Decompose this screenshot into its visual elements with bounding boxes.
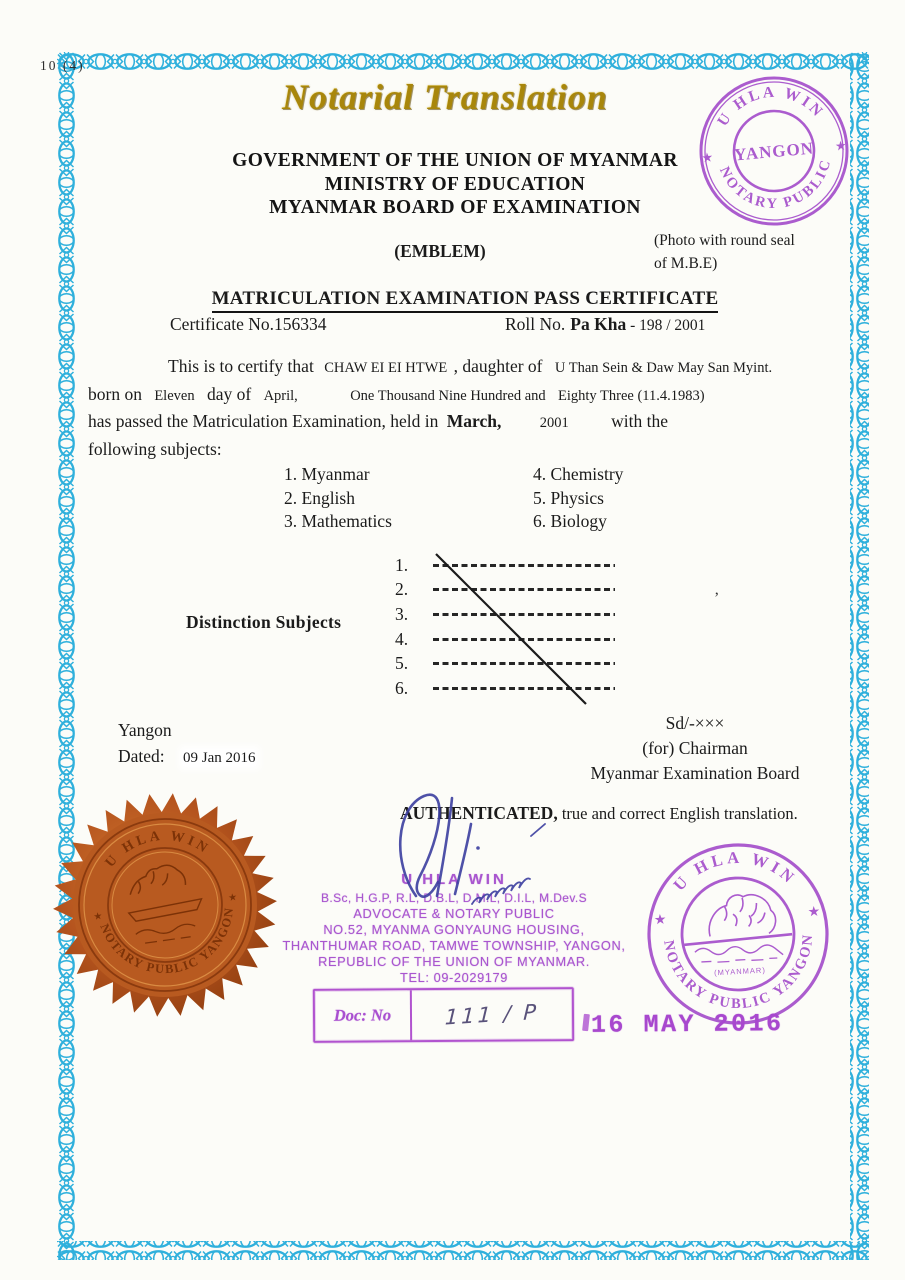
body-line-2 [88,384,868,405]
roll-number-series: Pa Kha [570,314,627,334]
issue-place: Yangon [118,720,172,740]
subjects-column-left [284,463,392,534]
body-text: born on [88,384,142,404]
body-line-1 [88,356,905,377]
heading-ministry: MINISTRY OF EDUCATION [324,173,586,195]
strike-through-line [420,546,600,714]
distinction-number: 4. [395,628,409,649]
body-text: has passed the Matriculation Examination, held in [88,411,439,431]
star-icon: ★ [92,910,104,924]
body-text: This is to certify that [168,356,314,376]
exam-year: 2001 [539,415,569,431]
doc-number-box [313,987,574,1043]
birth-year-words: One Thousand Nine Hundred and [350,388,546,404]
distinction-number: 1. [395,554,409,575]
page-corner-note: 10 (4) [40,58,85,73]
received-date-stamp: 16 MAY 2016 [590,1009,784,1040]
subject-item: 1. Myanmar [284,464,370,484]
stamp-center-text: YANGON [733,138,815,165]
distinction-number: 2. [395,579,409,600]
heading-government: GOVERNMENT OF THE UNION OF MYANMAR [232,150,678,171]
doc-number-label: Doc: No [315,990,412,1041]
photo-note-line1: (Photo with round seal [654,232,795,249]
emblem-placeholder: (EMBLEM) [394,241,486,261]
issue-date-row [118,746,256,767]
notary-signature [388,786,563,911]
notary-qualifications: B.Sc, H.G.P, R.L, D.B.L, D.M.L, D.I.L, M.Dev.S [320,891,588,905]
body-text: , daughter of [453,356,543,376]
certificate-number: Certificate No.156334 [170,314,327,334]
distinction-number: 3. [395,603,409,624]
subject-item: 5. Physics [533,487,604,508]
photo-note [654,229,854,275]
exam-month: March, [446,411,502,431]
authentication-text: true and correct English translation. [557,804,798,823]
embossed-foil-seal [50,790,280,1020]
subject-item: 4. Chemistry [533,464,624,484]
subject-item: 6. Biology [533,511,607,531]
star-icon: ★ [227,891,238,905]
for-chairman: (for) Chairman [642,738,748,758]
parents-names: U Than Sein & Daw May San Myint. [554,360,773,376]
subject-item: 3. Mathematics [284,511,392,531]
subjects-column-right [533,463,623,534]
body-text: with the [611,411,668,431]
body-line-4: following subjects: [88,439,222,459]
distinction-number: 6. [395,677,409,698]
roll-number-label: Roll No. [505,314,566,334]
body-text: day of [206,384,252,404]
notary-round-stamp-bottom [638,834,838,1034]
notary-title: ADVOCATE & NOTARY PUBLIC [353,906,555,921]
ink-speck-mark: ’ [714,590,720,607]
candidate-name: CHAW EI EI HTWE [324,360,448,376]
sd-notation: Sd/-××× [665,713,725,733]
star-icon: ★ [834,137,848,154]
doc-number-value: 111 / P [444,999,540,1030]
notary-name: U HLA WIN [401,871,507,888]
photo-note-line2: of M.B.E) [654,255,718,272]
birth-year-words-2: Eighty Three (11.4.1983) [558,388,705,404]
svg-text:U HLA WIN [668,845,802,896]
examination-board: Myanmar Examination Board [590,763,800,783]
chinthe-lion-emblem [682,892,793,964]
stamp-caption: (MYANMAR) [713,965,767,978]
distinction-number: 5. [395,653,409,674]
star-icon: ★ [700,149,714,166]
notarial-translation-title: Notarial Translation [282,77,608,117]
roll-number-value: - 198 / 2001 [626,317,706,334]
notary-round-stamp-top [694,71,854,231]
stamp-bottom-arc-text: NOTARY PUBLIC YANGON [660,932,817,1013]
stamp-bottom-arc-text: NOTARY PUBLIC [716,156,835,213]
seal-bottom-arc-text: NOTARY PUBLIC YANGON [97,905,237,977]
notary-address-1: NO.52, MYANMA GONYAUNG HOUSING, [323,922,585,937]
body-line-3 [88,411,868,432]
stamp-top-arc-text: U HLA WIN [669,847,801,895]
birth-month: April, [263,388,298,404]
dated-label: Dated: [118,746,165,766]
authenticated-word: AUTHENTICATED, [400,803,558,823]
star-icon: ★ [653,912,667,929]
roll-number [505,314,705,335]
seal-top-arc-text: U HLA WIN [102,828,213,871]
distinction-subjects-label: Distinction Subjects [186,612,342,632]
certificate-heading: MATRICULATION EXAMINATION PASS CERTIFICATE [212,288,719,313]
issue-date-value: 09 Jan 2016 [183,750,256,766]
notary-address-3: REPUBLIC OF THE UNION OF MYANMAR. [318,954,590,969]
signatory-block [555,711,835,786]
heading-board: MYANMAR BOARD OF EXAMINATION [269,197,641,218]
stamp-top-arc-text: U HLA WIN [714,83,828,130]
notary-telephone: TEL: 09-2029179 [400,970,508,985]
star-icon: ★ [807,904,821,921]
notary-address-2: THANTHUMAR ROAD, TAMWE TOWNSHIP, YANGON, [282,938,626,953]
birth-day: Eleven [154,388,195,404]
subject-item: 2. English [284,487,355,508]
